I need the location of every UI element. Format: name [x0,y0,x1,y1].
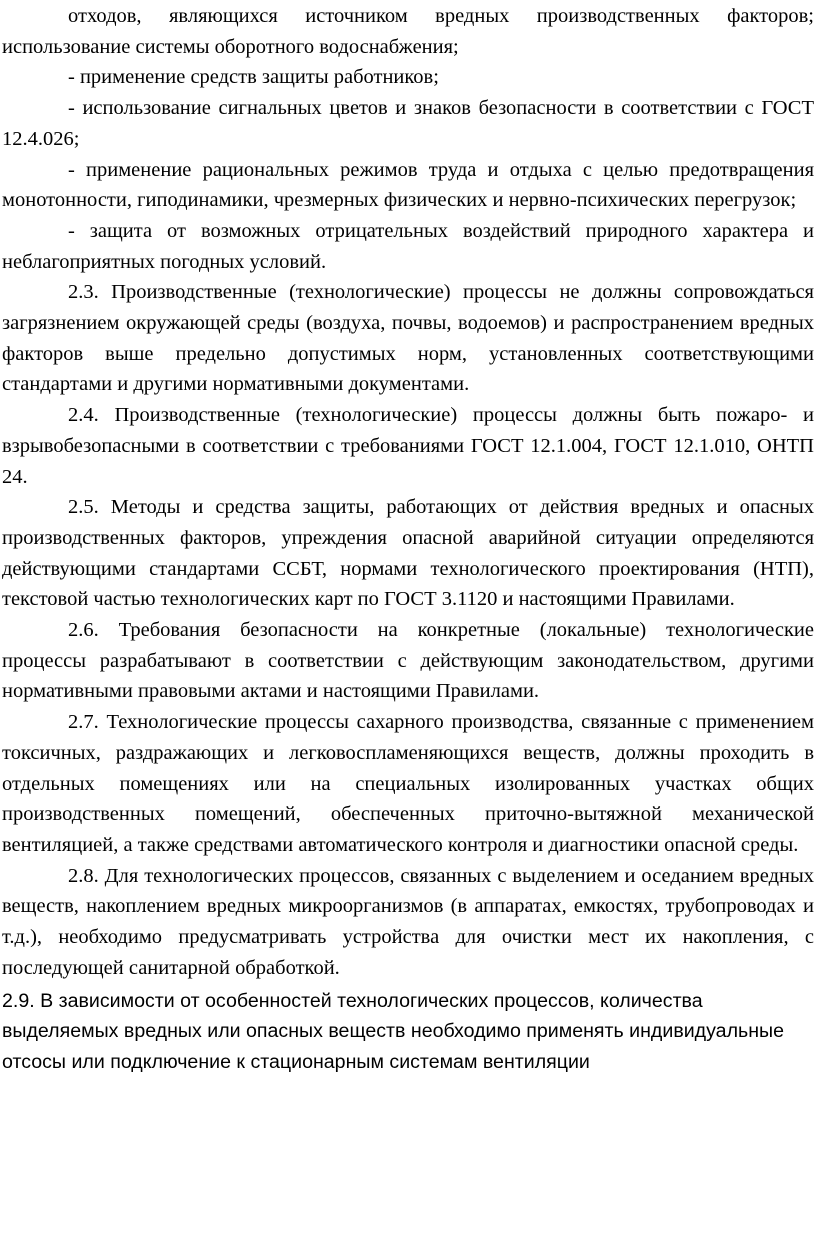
paragraph-2-9: 2.9. В зависимости от особенностей технологических процессов, количества выделяемых вредных или опасных веществ необходимо применять индивидуальные отсосы или подключение к стационарным системам вентиляции [2,989,785,1073]
paragraph-2-8: 2.8. Для технологических процессов, связанных с выделением и оседанием вредных веществ, накоплением вредных микроорганизмов (в аппаратах, емкостях, трубопроводах и т.д.), необходимо предусматривать устройства для очистки мест их накопления, с последующей санитарной обработкой. [2,864,814,979]
paragraph-2-3: 2.3. Производственные (технологические) процессы не должны сопровождаться загрязнением окружающей среды (воздуха, почвы, водоемов) и распространением вредных факторов выше предельно допустимых норм, установленных соответствующими стандартами и другими нормативными документами. [2,281,814,396]
paragraph-signal-colors: - использование сигнальных цветов и знаков безопасности в соответствии с ГОСТ 12.4.026; [2,97,814,150]
paragraph-work-rest-modes: - применение рациональных режимов труда и отдыха с целью предотвращения монотонности, гиподинамики, чрезмерных физических и нервно-психических перегрузок; [2,158,814,212]
paragraph-2-6: 2.6. Требования безопасности на конкретные (локальные) технологические процессы разрабатывают в соответствии с действующим законодательством, другими нормативными правовыми актами и настоящими Правилами. [2,619,814,703]
paragraph-2-5: 2.5. Методы и средства защиты, работающих от действия вредных и опасных производственных факторов, упреждения опасной аварийной ситуации определяются действующими стандартами ССБТ, нормами технологического проектирования (НТП), текстовой частью технологических карт по ГОСТ 3.1120 и настоящими Правилами. [2,496,814,611]
paragraph-2-4: 2.4. Производственные (технологические) процессы должны быть пожаро- и взрывобезопасными в соответствии с требованиями ГОСТ 12.1.004, ГОСТ 12.1.010, ОНТП 24. [2,404,814,488]
paragraph-continuation: отходов, являющихся источником вредных производственных факторов; использование системы оборотного водоснабжения; [2,5,814,58]
document-body [2,0,814,984]
paragraph-2-7: 2.7. Технологические процессы сахарного производства, связанные с применением токсичных, раздражающих и легковоспламеняющихся веществ, должны проходить в отдельных помещениях или на специальных изолированных участках общих производственных помещений, обеспеченных приточно-вытяжной механической вентиляцией, а также средствами автоматического контроля и диагностики опасной среды. [2,711,814,856]
paragraph-protection-means: - применение средств защиты работников; [68,66,439,89]
paragraph-natural-impacts: - защита от возможных отрицательных воздействий природного характера и неблагоприятных погодных условий. [2,219,814,273]
